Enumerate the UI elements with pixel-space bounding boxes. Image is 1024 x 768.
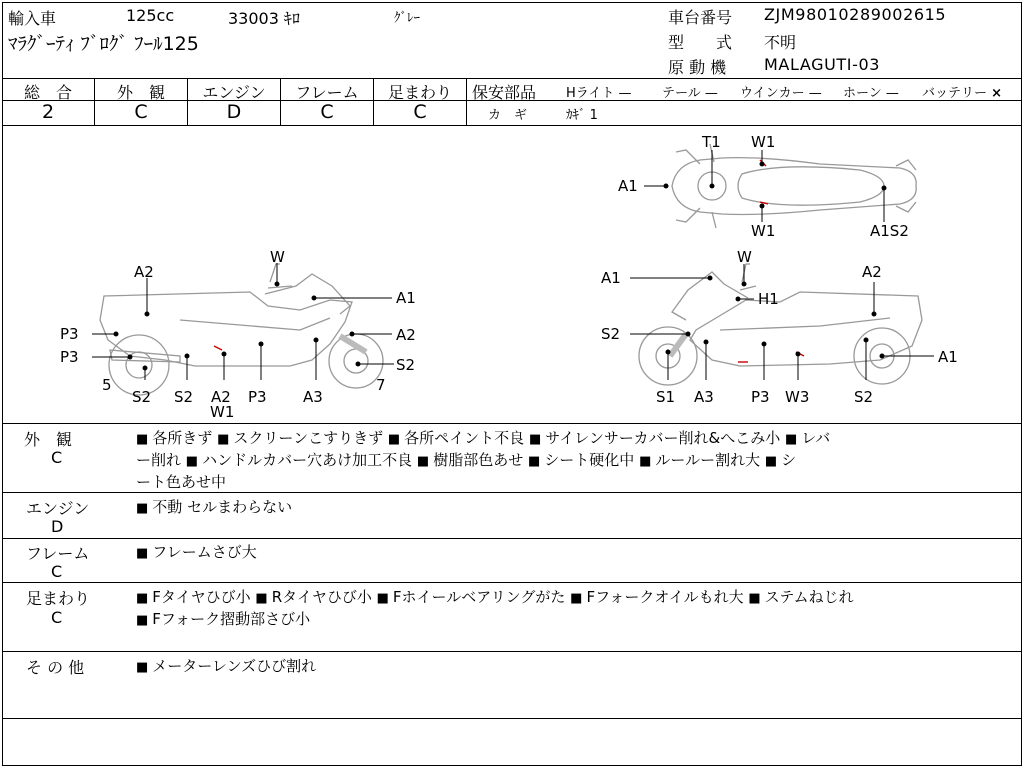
frame-no: ZJM98010289002615: [764, 5, 947, 24]
safety-item: [662, 82, 718, 101]
suspension-grade: C: [413, 101, 427, 123]
displacement: 125cc: [126, 6, 175, 25]
bullet: ■: [387, 432, 401, 447]
remark-item: 不動 セルまわらない: [152, 498, 293, 516]
safety-item-value: —: [704, 86, 718, 101]
remark-item: Rタイヤひび小: [271, 588, 372, 606]
bullet: ■: [136, 591, 149, 606]
suspension-grade-label: 足まわり: [387, 83, 452, 102]
bullet: ■: [217, 432, 230, 447]
safety-item-name: バッテリー: [922, 86, 988, 101]
bullet: ■: [136, 613, 149, 628]
remark-item: メーターレンズひび割れ: [152, 657, 317, 675]
diagram-label: A2: [396, 326, 416, 344]
diagram-label: W3: [785, 388, 810, 406]
divider: [2, 582, 1021, 583]
key-label: カ ギ: [488, 108, 528, 123]
remark-label: 外 観: [24, 430, 73, 449]
bullet: ■: [785, 432, 798, 447]
diagram-label: W: [737, 248, 752, 266]
mileage: 33003 ｷﾛ: [228, 9, 300, 28]
bullet: ■: [528, 432, 542, 447]
bullet: ■: [136, 432, 149, 447]
engine-grade-label: エンジン: [202, 83, 266, 102]
remark-item: Fタイヤひび小: [152, 588, 251, 606]
remark-line: [136, 427, 830, 451]
remark-item: ステムねじれ: [764, 588, 854, 606]
remark-item: レバ: [801, 429, 831, 447]
diagram-label: S2: [132, 388, 152, 406]
remark-grade: C: [51, 448, 63, 467]
key-value: ｶｷﾞ 1: [566, 108, 598, 123]
remark-label: エンジン: [26, 499, 90, 518]
overall-label: 総 合: [23, 83, 72, 102]
diagram-label: A2: [862, 263, 882, 281]
bullet: ■: [255, 591, 268, 606]
safety-item-name: ウインカー: [740, 86, 805, 101]
bullet: ■: [136, 501, 149, 516]
remark-label: そ の 他: [26, 658, 85, 677]
divider: [2, 78, 1021, 79]
diagram-label: A1: [618, 177, 638, 195]
frame-grade-label: フレーム: [295, 83, 359, 102]
safety-label: 保安部品: [472, 83, 537, 102]
remark-item: 各所きず: [152, 429, 213, 447]
remark-line: [136, 541, 257, 565]
remark-item: ー削れ: [136, 451, 182, 469]
remark-item: ルールー割れ大: [655, 451, 761, 469]
diagram-label: W1: [751, 133, 776, 151]
divider: [2, 651, 1021, 652]
diagram-label: S1: [656, 388, 676, 406]
diagram-label: P3: [248, 388, 267, 406]
divider: [466, 78, 467, 125]
bullet: ■: [764, 454, 778, 469]
diagram-label: 7: [376, 376, 386, 394]
remark-item: スクリーンこすりきず: [233, 429, 384, 447]
color: ｸﾞﾚｰ: [394, 11, 420, 26]
remark-item: Fフォーク摺動部さび小: [152, 610, 311, 628]
bullet: ■: [185, 454, 199, 469]
safety-item: [740, 82, 822, 101]
import-label: 輸入車: [8, 9, 57, 28]
diagram-label: A2: [211, 388, 231, 406]
engine-label: 原 動 機: [668, 58, 727, 77]
safety-item-name: Hライト: [566, 86, 615, 101]
damage-diagram: [0, 126, 1024, 422]
remark-line: [136, 496, 292, 520]
diagram-label: A1: [938, 348, 958, 366]
diagram-label: T1: [702, 133, 721, 151]
remark-label: フレーム: [26, 544, 90, 563]
diagram-label: S2: [396, 356, 416, 374]
safety-item: [922, 82, 1002, 101]
diagram-label: P3: [60, 348, 79, 366]
model-name: ﾏﾗｸﾞｰﾃｨ ﾌﾞﾛｸﾞ ﾌｰﾙ125: [8, 33, 199, 55]
diagram-label: A2: [134, 263, 154, 281]
safety-item-name: テール: [662, 86, 701, 101]
diagram-label: S2: [854, 388, 874, 406]
exterior-grade: C: [134, 101, 148, 123]
remark-item: サイレンサーカバー削れ&へこみ小: [545, 429, 781, 447]
diagram-label: P3: [751, 388, 770, 406]
remark-item: Fフォークオイルもれ大: [586, 588, 744, 606]
remark-line: [136, 586, 854, 610]
frame-no-label: 車台番号: [668, 8, 733, 27]
remark-item: ハンドルカバー穴あけ加工不良: [202, 451, 413, 469]
diagram-label: P3: [60, 325, 79, 343]
remark-grade: C: [51, 562, 63, 581]
bullet: ■: [136, 546, 149, 561]
diagram-label: W1: [751, 222, 776, 240]
bullet: ■: [136, 660, 149, 675]
divider: [2, 538, 1021, 539]
diagram-label: A3: [303, 388, 323, 406]
remark-line: [136, 449, 796, 473]
safety-item: [566, 82, 632, 101]
safety-item-name: ホーン: [843, 86, 882, 101]
bullet: ■: [376, 591, 389, 606]
frame-grade: C: [320, 101, 334, 123]
type-label: 型 式: [668, 33, 733, 52]
safety-item-value: —: [618, 86, 632, 101]
remark-line: [136, 471, 226, 493]
remark-grade: C: [51, 608, 63, 627]
divider: [2, 423, 1021, 424]
diagram-label: A1S2: [870, 222, 909, 240]
exterior-label: 外 観: [116, 83, 165, 102]
bullet: ■: [639, 454, 652, 469]
diagram-label: S2: [601, 325, 621, 343]
diagram-label: A1: [601, 269, 621, 287]
type-value: 不明: [764, 33, 797, 52]
diagram-label: S2: [174, 388, 194, 406]
engine-grade: D: [226, 101, 242, 123]
diagram-label: W: [270, 248, 285, 266]
diagram-label: A1: [396, 289, 416, 307]
remark-item: 樹脂部色あせ: [433, 451, 524, 469]
remark-item: シ: [781, 451, 797, 469]
remark-label: 足まわり: [26, 589, 91, 608]
engine-value: MALAGUTI-03: [764, 55, 881, 74]
safety-item-value: —: [885, 86, 899, 101]
remark-grade: D: [51, 517, 64, 536]
remark-line: [136, 655, 316, 679]
safety-item: [843, 82, 899, 101]
bullet: ■: [570, 591, 583, 606]
remark-item: シート硬化中: [544, 451, 635, 469]
diagram-label: H1: [758, 290, 779, 308]
bullet: ■: [748, 591, 761, 606]
diagram-label: 5: [102, 376, 112, 394]
overall-grade: 2: [41, 101, 55, 123]
remark-line: [136, 608, 310, 632]
safety-item-value: ×: [991, 86, 1003, 101]
bullet: ■: [416, 454, 430, 469]
remark-item: Fホイールベアリングがた: [392, 588, 566, 606]
safety-item-value: —: [808, 86, 822, 101]
remark-item: 各所ペイント不良: [404, 429, 525, 447]
remark-item: ート色あせ中: [136, 473, 227, 491]
diagram-label: W1: [210, 403, 235, 421]
divider: [2, 718, 1021, 719]
remark-item: フレームさび大: [152, 543, 257, 561]
bullet: ■: [527, 454, 541, 469]
diagram-label: A3: [694, 388, 714, 406]
